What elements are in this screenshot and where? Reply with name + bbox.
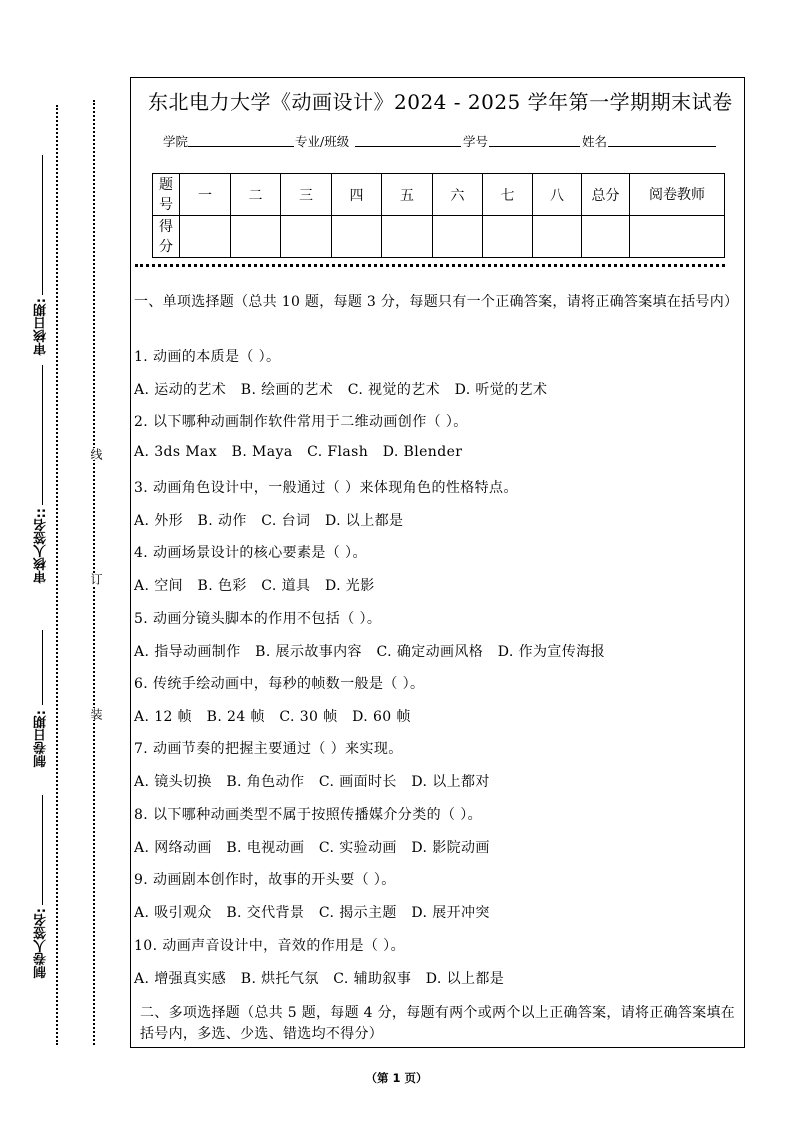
question-4-options: A. 空间 B. 色彩 C. 道具 D. 光影 [134,578,375,595]
header-cell: 四 [332,174,382,216]
question-2-options: A. 3ds Max B. Maya C. Flash D. Blender [134,444,463,461]
question-5-options: A. 指导动画制作 B. 展示故事内容 C. 确定动画风格 D. 作为宣传海报 [134,643,605,660]
question-1-options: A. 运动的艺术 B. 绘画的艺术 C. 视觉的艺术 D. 听觉的艺术 [134,382,548,398]
dotted-separator [135,264,725,267]
header-cell: 八 [533,174,582,216]
college-label: 学院 [163,134,189,149]
question-9-options: A. 吸引观众 B. 交代背景 C. 揭示主题 D. 展开冲突 [134,905,490,922]
question-7-options: A. 镜头切换 B. 角色动作 C. 画面时长 D. 以上都对 [134,774,490,791]
question-5: 5. 动画分镜头脚本的作用不包括（ ）。 [134,610,382,627]
score-cell[interactable] [281,216,332,258]
question-2: 2. 以下哪种动画制作软件常用于二维动画创作（ ）。 [134,414,468,431]
header-cell: 六 [433,174,483,216]
question-8-options: A. 网络动画 B. 电视动画 C. 实验动画 D. 影院动画 [134,839,490,856]
major-field[interactable] [355,146,461,147]
question-8: 8. 以下哪种动画类型不属于按照传播媒介分类的（ ）。 [134,806,483,823]
question-7: 7. 动画节奏的把握主要通过（ ）来实现。 [134,741,403,758]
question-6: 6. 传统手绘动画中，每秒的帧数一般是（ ）。 [134,676,425,692]
make-date-line [42,630,43,705]
maker-sign-line [42,795,43,905]
student-id-field[interactable] [489,146,580,147]
score-cell[interactable] [231,216,281,258]
review-date-label: 审核日期: [34,298,49,356]
question-10: 10. 动画声音设计中，音效的作用是（ ）。 [134,937,405,954]
header-cell: 一 [180,174,231,216]
header-cell-grader: 阅卷教师 [630,174,725,216]
student-id-label: 学号 [463,134,489,149]
exam-title: 东北电力大学《动画设计》2024 - 2025 学年第一学期期末试卷 [148,90,733,114]
binding-char-line: 线 [89,448,103,460]
college-field[interactable] [188,146,294,147]
row1-label: 题号 [153,174,180,216]
score-cell-grader[interactable] [630,216,725,258]
header-cell: 二 [231,174,281,216]
review-date-line [42,155,43,295]
name-label: 姓名 [582,134,608,149]
header-cell: 七 [483,174,533,216]
header-cell: 三 [281,174,332,216]
score-table [152,173,725,258]
page-footer: （第 1 页） [365,1071,428,1085]
score-cell[interactable] [382,216,433,258]
header-cell: 五 [382,174,433,216]
major-label: 专业/班级 [295,134,350,149]
section2-heading: 二、多项选择题（总共 5 题，每题 4 分，每题有两个或两个以上正确答案，请将正确答案填在括号内，多选、少选、错选均不得分） [140,1005,736,1042]
question-3-options: A. 外形 B. 动作 C. 台词 D. 以上都是 [134,512,404,529]
make-date-label: 制卷日期: [34,710,49,768]
maker-sign-label: 制卷人签名: [34,908,49,979]
score-cell[interactable] [533,216,582,258]
reviewer-sign-line [42,365,43,505]
question-1: 1. 动画的本质是（ ）。 [134,349,281,365]
score-cell[interactable] [483,216,533,258]
score-cell[interactable] [180,216,231,258]
question-10-options: A. 增强真实感 B. 烘托气氛 C. 辅助叙事 D. 以上都是 [134,970,505,987]
section1-heading: 一、单项选择题（总共 10 题，每题 3 分，每题只有一个正确答案，请将正确答案填在括号内） [134,294,739,310]
binding-char-zhuang: 装 [89,708,103,720]
question-6-options: A. 12 帧 B. 24 帧 C. 30 帧 D. 60 帧 [134,709,411,725]
question-3: 3. 动画角色设计中，一般通过（ ）来体现角色的性格特点。 [134,479,518,496]
binding-dotted-line-left [56,105,58,1045]
score-cell-total[interactable] [582,216,630,258]
question-9: 9. 动画剧本创作时，故事的开头要（ ）。 [134,872,396,889]
question-4: 4. 动画场景设计的核心要素是（ ）。 [134,545,367,562]
row2-label: 得分 [153,216,180,258]
name-field[interactable] [608,146,716,147]
binding-char-ding: 订 [89,573,103,585]
score-cell[interactable] [332,216,382,258]
score-cell[interactable] [433,216,483,258]
reviewer-sign-label: 审核人签名:: [34,508,49,584]
header-cell-total: 总分 [582,174,630,216]
